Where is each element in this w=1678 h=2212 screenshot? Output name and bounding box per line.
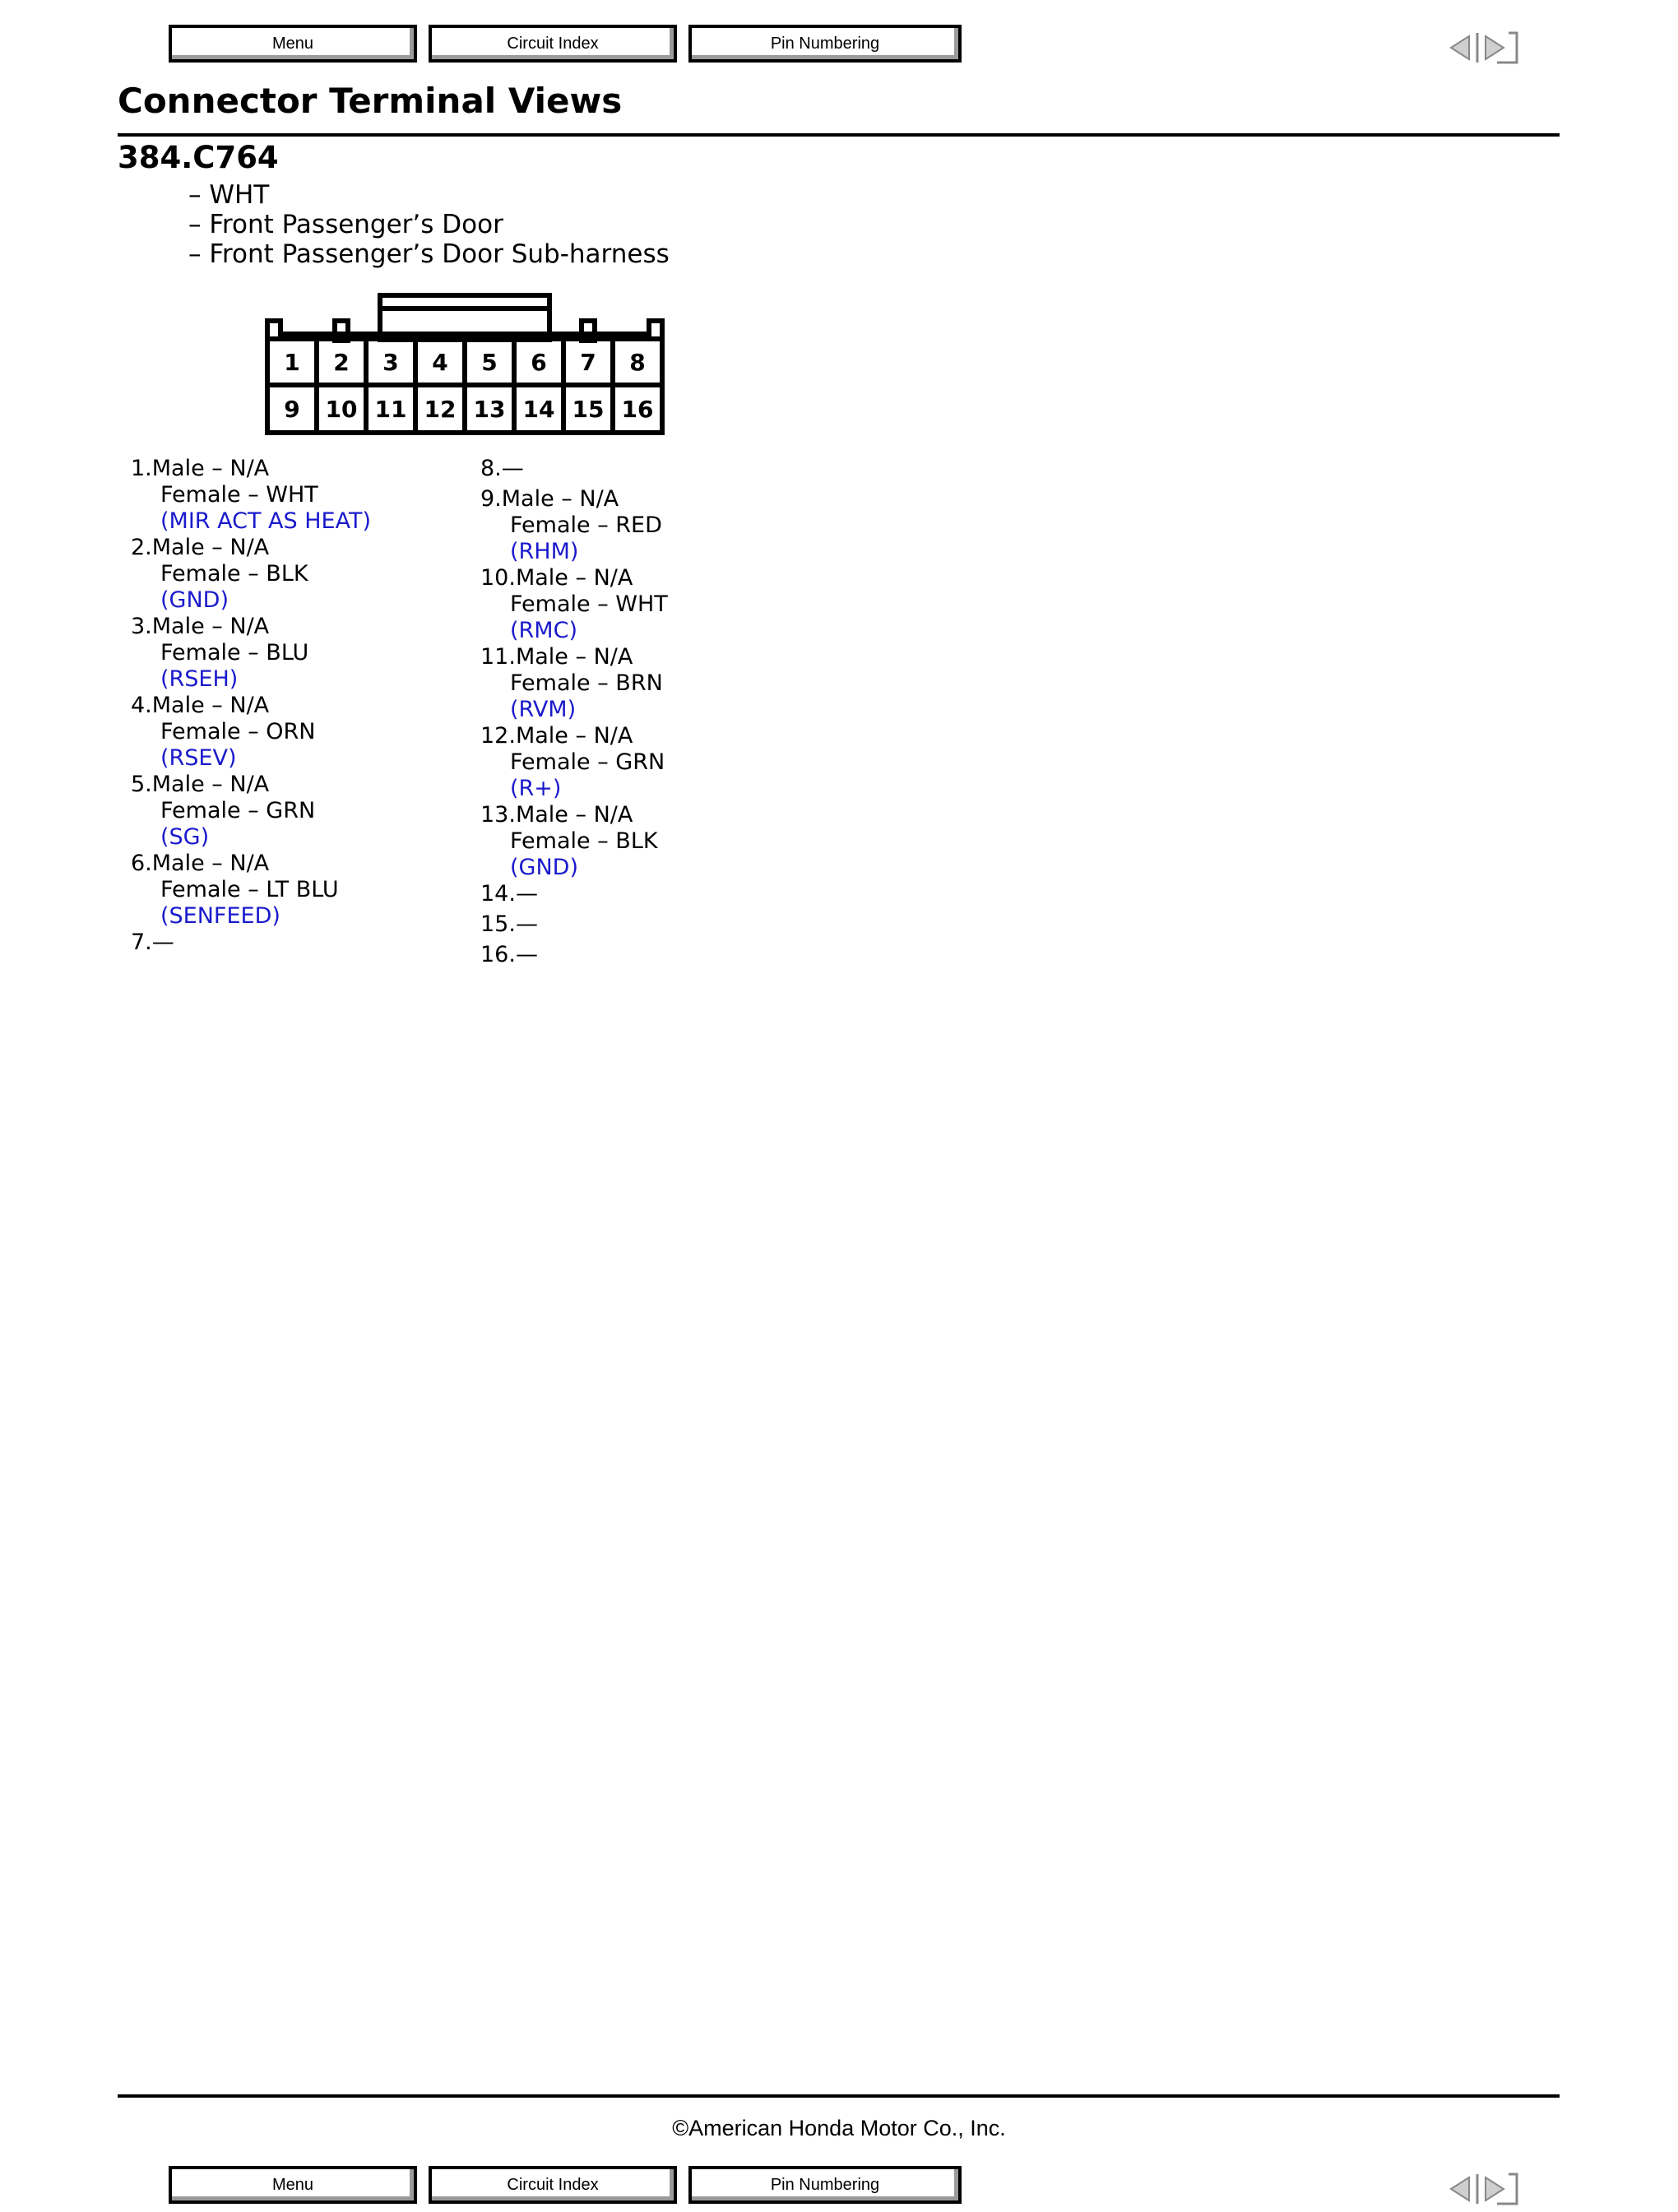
pin-male-line (480, 881, 668, 907)
connector-pin-label: 1 (284, 349, 300, 376)
pin-number: 12. (480, 723, 516, 749)
pin-function: (R+) (510, 776, 562, 801)
pin-male-line (480, 723, 668, 749)
pin-male: Male – N/A (515, 644, 633, 670)
connector-pin-label: 16 (621, 396, 654, 423)
pin-male-line (131, 456, 371, 482)
pin-male: — (515, 911, 538, 937)
pin-male-line (131, 930, 371, 956)
pin-male-line (131, 772, 371, 798)
pin-male: Male – N/A (515, 723, 633, 749)
pin-male: Male – N/A (151, 614, 270, 639)
pin-entry (480, 644, 668, 723)
pin-female: Female – WHT (510, 591, 668, 617)
bottom-nav-bar (169, 2166, 1567, 2209)
pin-male-line (480, 911, 668, 938)
pin-function: (MIR ACT AS HEAT) (160, 508, 372, 534)
connector-pin-label: 13 (473, 396, 506, 423)
connector-pin-label: 8 (629, 349, 646, 376)
circuit-index-button[interactable]: Circuit Index (429, 25, 677, 63)
pin-male-line (480, 942, 668, 968)
connector-harness: – Front Passenger’s Door Sub-harness (188, 239, 670, 269)
pin-male-line (480, 486, 668, 512)
pin-number: 11. (480, 644, 516, 670)
connector-pin-label: 9 (284, 396, 300, 423)
pin-function: (SG) (160, 824, 210, 850)
pin-number: 6. (131, 851, 152, 876)
pin-number: 2. (131, 535, 152, 560)
connector-pin-label: 10 (325, 396, 358, 423)
pin-male-line (131, 693, 371, 719)
pin-male: Male – N/A (515, 565, 633, 591)
pin-male-line (480, 644, 668, 670)
pin-function: (RSEH) (160, 666, 239, 692)
pin-function: (GND) (510, 855, 578, 880)
pin-male: — (151, 930, 174, 955)
pin-entry (131, 851, 371, 930)
pin-female: Female – WHT (160, 482, 318, 508)
connector-pin-label: 3 (382, 349, 399, 376)
connector-pin-label: 2 (333, 349, 350, 376)
connector-pin-label: 12 (424, 396, 457, 423)
pin-number: 7. (131, 930, 152, 955)
pin-female: Female – GRN (510, 749, 665, 775)
next-arrow-icon[interactable] (1486, 33, 1517, 63)
prev-arrow-icon[interactable] (1451, 33, 1477, 63)
pin-numbering-button[interactable]: Pin Numbering (688, 25, 962, 63)
pin-function: (RMC) (510, 618, 577, 643)
pin-list-left (131, 456, 371, 960)
pin-entry (480, 456, 668, 482)
pin-entry (480, 723, 668, 802)
page-nav-arrows (1448, 30, 1520, 66)
pin-female: Female – BLU (160, 640, 309, 665)
pin-entry (131, 930, 371, 956)
header-divider (118, 133, 1560, 137)
footer-divider (118, 2094, 1560, 2098)
pin-male: Male – N/A (501, 486, 619, 512)
pin-number: 16. (480, 942, 516, 967)
pin-entry (480, 942, 668, 968)
pin-entry (480, 802, 668, 881)
pin-male-line (480, 565, 668, 591)
connector-pin-label: 11 (374, 396, 407, 423)
pin-function: (RVM) (510, 697, 577, 722)
connector-id: 384.C764 (118, 140, 279, 175)
pin-function: (GND) (160, 587, 229, 613)
pin-male-line (131, 535, 371, 561)
pin-male: Male – N/A (151, 851, 270, 876)
pin-female: Female – LT BLU (160, 877, 339, 902)
pin-number: 13. (480, 802, 516, 828)
pin-number: 8. (480, 456, 502, 481)
connector-diagram (259, 288, 670, 438)
pin-male: — (501, 456, 524, 481)
pin-entry (131, 535, 371, 614)
connector-pin-label: 7 (580, 349, 596, 376)
connector-pin-label: 6 (531, 349, 547, 376)
pin-number: 4. (131, 693, 152, 718)
menu-button[interactable]: Menu (169, 25, 417, 63)
pin-female: Female – BRN (510, 670, 663, 696)
pin-female: Female – ORN (160, 719, 316, 744)
pin-female: Female – BLK (510, 828, 658, 854)
menu-button[interactable]: Menu (169, 2166, 417, 2204)
pin-female: Female – GRN (160, 798, 316, 823)
pin-number: 3. (131, 614, 152, 639)
pin-male: Male – N/A (151, 535, 270, 560)
pin-male-line (480, 456, 668, 482)
pin-male: Male – N/A (515, 802, 633, 828)
pin-entry (131, 772, 371, 851)
pin-number: 1. (131, 456, 152, 481)
pin-entry (480, 565, 668, 644)
pin-entry (131, 693, 371, 772)
pin-numbering-button[interactable]: Pin Numbering (688, 2166, 962, 2204)
pin-entry (480, 881, 668, 907)
page-nav-arrows (1448, 2171, 1520, 2207)
pin-number: 9. (480, 486, 502, 512)
pin-male: Male – N/A (151, 456, 270, 481)
connector-pin-label: 14 (522, 396, 555, 423)
pin-function: (SENFEED) (160, 903, 280, 929)
pin-number: 14. (480, 881, 516, 907)
top-nav-bar (169, 25, 1567, 67)
pin-male-line (131, 614, 371, 640)
connector-color: – WHT (188, 180, 270, 210)
pin-entry (131, 614, 371, 693)
circuit-index-button[interactable]: Circuit Index (429, 2166, 677, 2204)
pin-male-line (480, 802, 668, 828)
prev-arrow-icon[interactable] (1451, 2174, 1477, 2204)
connector-pin-label: 4 (432, 349, 448, 376)
copyright-text: ©American Honda Motor Co., Inc. (672, 2116, 1006, 2140)
pin-number: 15. (480, 911, 516, 937)
pin-entry (480, 911, 668, 938)
page-title: Connector Terminal Views (118, 81, 623, 121)
pin-male: Male – N/A (151, 693, 270, 718)
pin-male-line (131, 851, 371, 877)
pin-number: 5. (131, 772, 152, 797)
pin-female: Female – BLK (160, 561, 308, 587)
pin-function: (RHM) (510, 539, 579, 564)
pin-female: Female – RED (510, 512, 662, 538)
pin-male: — (515, 942, 538, 967)
connector-pin-label: 5 (481, 349, 498, 376)
pin-male: — (515, 881, 538, 907)
pin-number: 10. (480, 565, 516, 591)
pin-male: Male – N/A (151, 772, 270, 797)
pin-entry (131, 456, 371, 535)
next-arrow-icon[interactable] (1486, 2174, 1517, 2204)
connector-pin-label: 15 (572, 396, 605, 423)
pin-function: (RSEV) (160, 745, 237, 771)
pin-list-right (480, 456, 668, 972)
connector-location: – Front Passenger’s Door (188, 210, 503, 239)
pin-entry (480, 486, 668, 565)
